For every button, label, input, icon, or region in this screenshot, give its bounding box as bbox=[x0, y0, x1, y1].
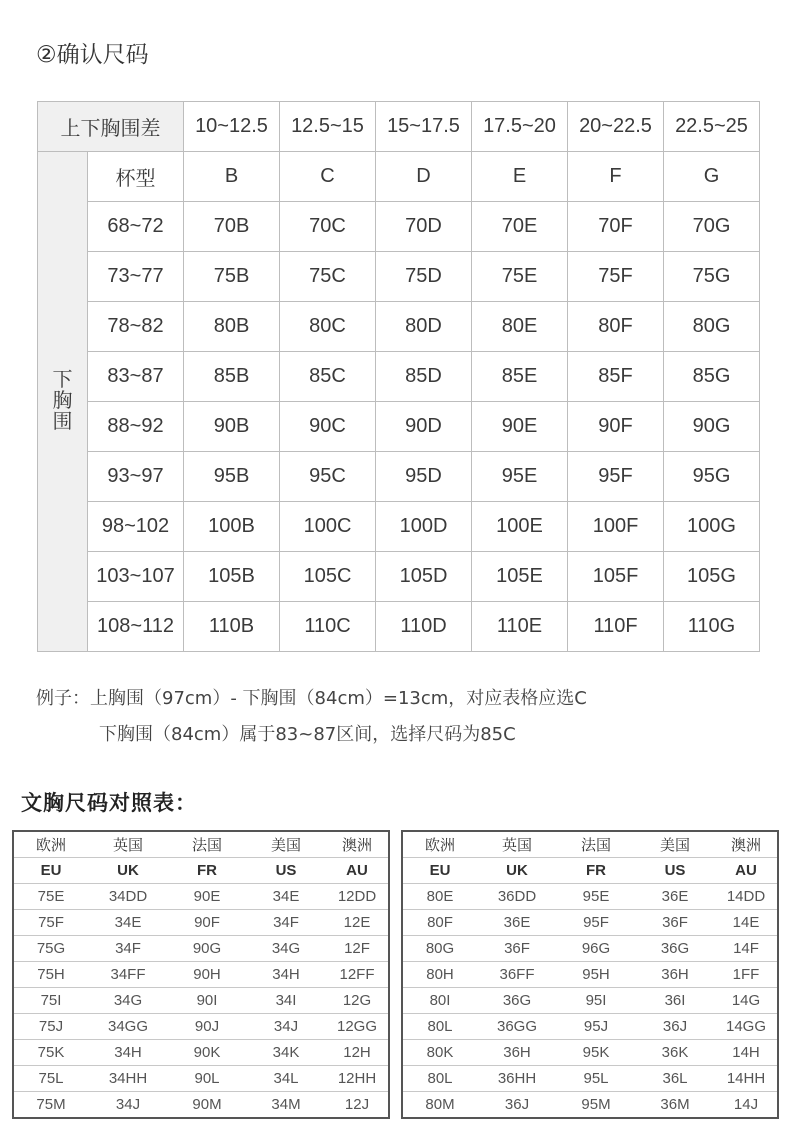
conversion-row bbox=[402, 1066, 778, 1092]
size-cell: 100F bbox=[568, 502, 664, 552]
conversion-row bbox=[402, 910, 778, 936]
conversion-cell: 96G bbox=[557, 936, 635, 962]
size-row bbox=[38, 452, 760, 502]
conversion-row bbox=[402, 1014, 778, 1040]
conversion-cell: 14GG bbox=[715, 1014, 778, 1040]
conversion-table-right bbox=[401, 830, 779, 1119]
conversion-cell: 75K bbox=[13, 1040, 88, 1066]
size-cell: 95B bbox=[184, 452, 280, 502]
conversion-cell: 34FF bbox=[88, 962, 168, 988]
under-bust-range: 68~72 bbox=[88, 202, 184, 252]
conversion-code-row bbox=[13, 858, 389, 884]
conversion-cell: 80M bbox=[402, 1092, 477, 1119]
size-cell: 75C bbox=[280, 252, 376, 302]
conversion-cell: 34GG bbox=[88, 1014, 168, 1040]
under-bust-range: 108~112 bbox=[88, 602, 184, 652]
conversion-cell: 80L bbox=[402, 1066, 477, 1092]
size-cell: 100C bbox=[280, 502, 376, 552]
size-cell: 90C bbox=[280, 402, 376, 452]
conversion-cell: 14H bbox=[715, 1040, 778, 1066]
conversion-row bbox=[402, 988, 778, 1014]
conversion-cell: 90H bbox=[168, 962, 246, 988]
example-line-2: 下胸围（84cm）属于83~87区间，选择尺码为85C bbox=[99, 724, 516, 745]
conversion-cell: 12F bbox=[326, 936, 389, 962]
conversion-cell: 36G bbox=[635, 936, 715, 962]
under-bust-char: 胸 bbox=[52, 390, 73, 412]
size-cell: 110F bbox=[568, 602, 664, 652]
conversion-row bbox=[402, 1040, 778, 1066]
conversion-cell: 75I bbox=[13, 988, 88, 1014]
size-cell: 100D bbox=[376, 502, 472, 552]
size-row bbox=[38, 502, 760, 552]
size-cell: 85C bbox=[280, 352, 376, 402]
conversion-cell: 34G bbox=[246, 936, 326, 962]
size-cell: 100E bbox=[472, 502, 568, 552]
size-cell: 75G bbox=[664, 252, 760, 302]
size-cell: 75F bbox=[568, 252, 664, 302]
cup-header: D bbox=[376, 152, 472, 202]
diff-range-header: 22.5~25 bbox=[664, 102, 760, 152]
conversion-cell: 14J bbox=[715, 1092, 778, 1119]
size-cell: 95E bbox=[472, 452, 568, 502]
conversion-cell: 34M bbox=[246, 1092, 326, 1119]
size-cell: 95F bbox=[568, 452, 664, 502]
conversion-cell: 34H bbox=[246, 962, 326, 988]
conversion-cell: 80H bbox=[402, 962, 477, 988]
size-cell: 90E bbox=[472, 402, 568, 452]
conversion-cell: 90J bbox=[168, 1014, 246, 1040]
conversion-cell: 12DD bbox=[326, 884, 389, 910]
under-bust-char: 围 bbox=[52, 411, 73, 433]
region-code: US bbox=[635, 858, 715, 884]
conversion-cell: 80L bbox=[402, 1014, 477, 1040]
conversion-code-row bbox=[402, 858, 778, 884]
conversion-cell: 36E bbox=[635, 884, 715, 910]
conversion-cell: 12HH bbox=[326, 1066, 389, 1092]
size-cell: 110D bbox=[376, 602, 472, 652]
size-cell: 110B bbox=[184, 602, 280, 652]
conversion-cell: 80G bbox=[402, 936, 477, 962]
conversion-cell: 1FF bbox=[715, 962, 778, 988]
conversion-cell: 36H bbox=[635, 962, 715, 988]
conversion-cell: 36M bbox=[635, 1092, 715, 1119]
size-table bbox=[37, 101, 760, 652]
conversion-cell: 12J bbox=[326, 1092, 389, 1119]
conversion-row bbox=[402, 884, 778, 910]
conversion-cell: 34L bbox=[246, 1066, 326, 1092]
conversion-cell: 34G bbox=[88, 988, 168, 1014]
conversion-cell: 34K bbox=[246, 1040, 326, 1066]
region-header: 美国 bbox=[270, 837, 301, 854]
diff-range-header: 15~17.5 bbox=[376, 102, 472, 152]
conversion-cell: 36E bbox=[477, 910, 557, 936]
size-row bbox=[38, 202, 760, 252]
conversion-row bbox=[13, 962, 389, 988]
size-row bbox=[38, 252, 760, 302]
size-cell: 80F bbox=[568, 302, 664, 352]
cup-header: F bbox=[568, 152, 664, 202]
size-row bbox=[38, 352, 760, 402]
conversion-cell: 90G bbox=[168, 936, 246, 962]
size-cell: 110C bbox=[280, 602, 376, 652]
region-code: FR bbox=[557, 858, 635, 884]
conversion-cell: 36L bbox=[635, 1066, 715, 1092]
under-bust-range: 93~97 bbox=[88, 452, 184, 502]
cup-header: G bbox=[664, 152, 760, 202]
cup-label: 杯型 bbox=[88, 152, 184, 202]
cup-header: C bbox=[280, 152, 376, 202]
conversion-cell: 14HH bbox=[715, 1066, 778, 1092]
diff-range-header: 17.5~20 bbox=[472, 102, 568, 152]
conversion-cell: 34J bbox=[88, 1092, 168, 1119]
conversion-row bbox=[13, 1092, 389, 1119]
conversion-cell: 80K bbox=[402, 1040, 477, 1066]
conversion-cell: 95I bbox=[557, 988, 635, 1014]
size-cell: 70F bbox=[568, 202, 664, 252]
size-cell: 85B bbox=[184, 352, 280, 402]
size-cell: 90G bbox=[664, 402, 760, 452]
conversion-row bbox=[13, 1014, 389, 1040]
size-cell: 70C bbox=[280, 202, 376, 252]
conversion-cell: 36GG bbox=[477, 1014, 557, 1040]
conversion-cell: 36HH bbox=[477, 1066, 557, 1092]
size-cell: 105F bbox=[568, 552, 664, 602]
size-cell: 100B bbox=[184, 502, 280, 552]
conversion-cell: 12GG bbox=[326, 1014, 389, 1040]
size-cell: 80G bbox=[664, 302, 760, 352]
conversion-cell: 90E bbox=[168, 884, 246, 910]
size-cell: 100G bbox=[664, 502, 760, 552]
example-line-1: 例子：上胸围（97cm）- 下胸围（84cm）=13cm，对应表格应选C bbox=[36, 688, 587, 709]
under-bust-range: 73~77 bbox=[88, 252, 184, 302]
conversion-header-row bbox=[13, 831, 389, 858]
size-cell: 105B bbox=[184, 552, 280, 602]
size-cell: 85D bbox=[376, 352, 472, 402]
size-cell: 95D bbox=[376, 452, 472, 502]
size-cell: 95G bbox=[664, 452, 760, 502]
region-header: 欧洲 bbox=[424, 837, 455, 854]
conversion-header-row bbox=[402, 831, 778, 858]
conversion-cell: 75H bbox=[13, 962, 88, 988]
conversion-cell: 36J bbox=[477, 1092, 557, 1119]
conversion-cell: 80F bbox=[402, 910, 477, 936]
size-cell: 80B bbox=[184, 302, 280, 352]
conversion-cell: 34J bbox=[246, 1014, 326, 1040]
size-cell: 85F bbox=[568, 352, 664, 402]
size-row bbox=[38, 302, 760, 352]
size-cell: 105D bbox=[376, 552, 472, 602]
size-cell: 85G bbox=[664, 352, 760, 402]
conversion-cell: 36DD bbox=[477, 884, 557, 910]
under-bust-range: 78~82 bbox=[88, 302, 184, 352]
conversion-cell: 36F bbox=[635, 910, 715, 936]
conversion-cell: 90M bbox=[168, 1092, 246, 1119]
conversion-cell: 80E bbox=[402, 884, 477, 910]
conversion-cell: 34F bbox=[246, 910, 326, 936]
size-cell: 90F bbox=[568, 402, 664, 452]
conversion-cell: 95M bbox=[557, 1092, 635, 1119]
conversion-row bbox=[13, 936, 389, 962]
region-code: US bbox=[246, 858, 326, 884]
conversion-cell: 34I bbox=[246, 988, 326, 1014]
size-cell: 80D bbox=[376, 302, 472, 352]
region-code: AU bbox=[326, 858, 389, 884]
conversion-title: 文胸尺码对照表： bbox=[21, 791, 197, 815]
size-cell: 90D bbox=[376, 402, 472, 452]
conversion-row bbox=[402, 962, 778, 988]
region-code: AU bbox=[715, 858, 778, 884]
conversion-cell: 12E bbox=[326, 910, 389, 936]
conversion-cell: 95H bbox=[557, 962, 635, 988]
size-cell: 80E bbox=[472, 302, 568, 352]
conversion-row bbox=[13, 1040, 389, 1066]
conversion-cell: 95L bbox=[557, 1066, 635, 1092]
region-code: EU bbox=[402, 858, 477, 884]
conversion-cell: 75G bbox=[13, 936, 88, 962]
conversion-row bbox=[402, 1092, 778, 1119]
conversion-row bbox=[13, 1066, 389, 1092]
region-code: UK bbox=[477, 858, 557, 884]
under-bust-range: 98~102 bbox=[88, 502, 184, 552]
conversion-cell: 12H bbox=[326, 1040, 389, 1066]
region-header: 法国 bbox=[580, 837, 611, 854]
conversion-cell: 36K bbox=[635, 1040, 715, 1066]
conversion-cell: 36I bbox=[635, 988, 715, 1014]
under-bust-range: 103~107 bbox=[88, 552, 184, 602]
size-cell: 80C bbox=[280, 302, 376, 352]
size-cell: 85E bbox=[472, 352, 568, 402]
size-cell: 95C bbox=[280, 452, 376, 502]
region-code: FR bbox=[168, 858, 246, 884]
conversion-row bbox=[402, 936, 778, 962]
diff-range-header: 10~12.5 bbox=[184, 102, 280, 152]
conversion-cell: 95E bbox=[557, 884, 635, 910]
conversion-cell: 36J bbox=[635, 1014, 715, 1040]
conversion-cell: 14E bbox=[715, 910, 778, 936]
diff-range-header: 12.5~15 bbox=[280, 102, 376, 152]
conversion-table-left bbox=[12, 830, 390, 1119]
region-code: EU bbox=[13, 858, 88, 884]
conversion-cell: 75J bbox=[13, 1014, 88, 1040]
size-cell: 105C bbox=[280, 552, 376, 602]
conversion-cell: 12G bbox=[326, 988, 389, 1014]
region-code: UK bbox=[88, 858, 168, 884]
region-header: 英国 bbox=[112, 837, 143, 854]
conversion-cell: 34H bbox=[88, 1040, 168, 1066]
under-bust-label bbox=[38, 152, 88, 652]
conversion-cell: 36F bbox=[477, 936, 557, 962]
size-row bbox=[38, 552, 760, 602]
size-cell: 75B bbox=[184, 252, 280, 302]
conversion-cell: 34F bbox=[88, 936, 168, 962]
conversion-row bbox=[13, 910, 389, 936]
size-cell: 70G bbox=[664, 202, 760, 252]
region-header: 法国 bbox=[191, 837, 222, 854]
size-cell: 110G bbox=[664, 602, 760, 652]
conversion-cell: 95K bbox=[557, 1040, 635, 1066]
conversion-row bbox=[13, 988, 389, 1014]
conversion-cell: 75M bbox=[13, 1092, 88, 1119]
under-bust-range: 83~87 bbox=[88, 352, 184, 402]
region-header: 美国 bbox=[659, 837, 690, 854]
region-header: 澳洲 bbox=[730, 837, 761, 854]
conversion-cell: 36FF bbox=[477, 962, 557, 988]
conversion-cell: 36H bbox=[477, 1040, 557, 1066]
conversion-cell: 90L bbox=[168, 1066, 246, 1092]
conversion-cell: 34DD bbox=[88, 884, 168, 910]
conversion-cell: 14G bbox=[715, 988, 778, 1014]
region-header: 英国 bbox=[501, 837, 532, 854]
under-bust-range: 88~92 bbox=[88, 402, 184, 452]
under-bust-char: 下 bbox=[52, 369, 73, 391]
step-title: ②确认尺码 bbox=[36, 42, 149, 68]
size-cell: 75D bbox=[376, 252, 472, 302]
diff-range-header: 20~22.5 bbox=[568, 102, 664, 152]
conversion-cell: 34E bbox=[88, 910, 168, 936]
conversion-cell: 95F bbox=[557, 910, 635, 936]
conversion-cell: 75E bbox=[13, 884, 88, 910]
size-cell: 90B bbox=[184, 402, 280, 452]
size-cell: 75E bbox=[472, 252, 568, 302]
conversion-cell: 14F bbox=[715, 936, 778, 962]
region-header: 澳洲 bbox=[341, 837, 372, 854]
size-cell: 70D bbox=[376, 202, 472, 252]
header-label: 上下胸围差 bbox=[38, 102, 184, 152]
size-cell: 105E bbox=[472, 552, 568, 602]
size-cell: 110E bbox=[472, 602, 568, 652]
conversion-cell: 95J bbox=[557, 1014, 635, 1040]
size-row bbox=[38, 602, 760, 652]
conversion-cell: 90K bbox=[168, 1040, 246, 1066]
size-cell: 70B bbox=[184, 202, 280, 252]
conversion-cell: 34HH bbox=[88, 1066, 168, 1092]
conversion-row bbox=[13, 884, 389, 910]
region-header: 欧洲 bbox=[35, 837, 66, 854]
conversion-cell: 36G bbox=[477, 988, 557, 1014]
size-cell: 70E bbox=[472, 202, 568, 252]
conversion-cell: 75F bbox=[13, 910, 88, 936]
conversion-cell: 75L bbox=[13, 1066, 88, 1092]
conversion-cell: 90F bbox=[168, 910, 246, 936]
conversion-cell: 14DD bbox=[715, 884, 778, 910]
size-row bbox=[38, 402, 760, 452]
size-cell: 105G bbox=[664, 552, 760, 602]
conversion-cell: 90I bbox=[168, 988, 246, 1014]
conversion-cell: 12FF bbox=[326, 962, 389, 988]
cup-header: B bbox=[184, 152, 280, 202]
conversion-cell: 80I bbox=[402, 988, 477, 1014]
cup-header: E bbox=[472, 152, 568, 202]
conversion-cell: 34E bbox=[246, 884, 326, 910]
